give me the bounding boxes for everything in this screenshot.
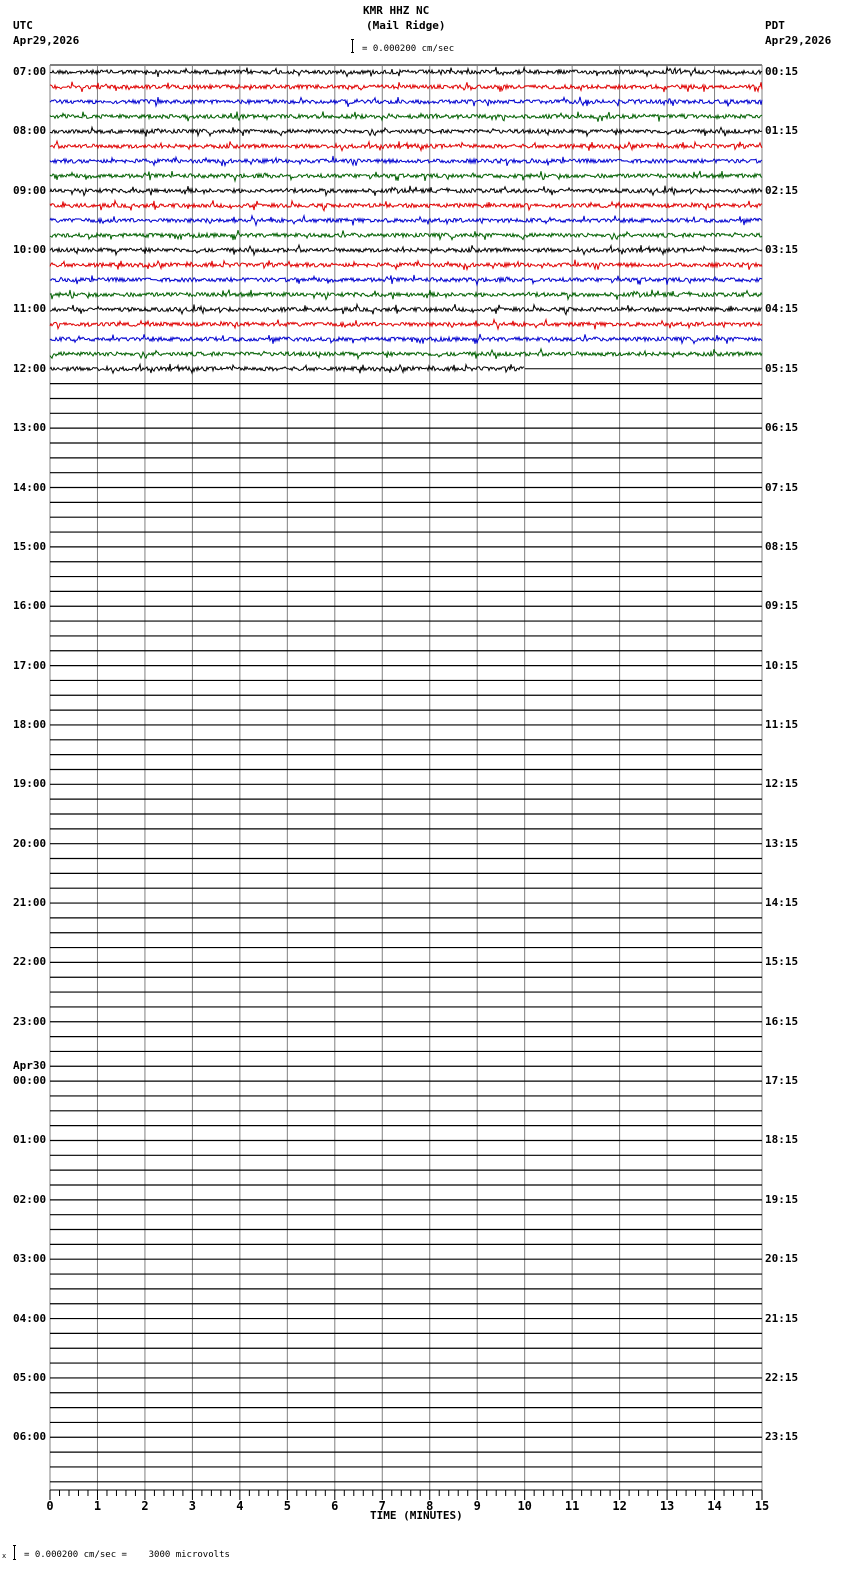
utc-time-label: 09:00 (13, 183, 47, 197)
station-location: (Mail Ridge) (366, 19, 446, 32)
utc-time-label: 21:00 (13, 896, 47, 910)
local-time-label: 21:15 (765, 1311, 799, 1325)
footer-scale-note: = 0.000200 cm/sec = 3000 microvolts (24, 1550, 230, 1560)
svg-text:13: 13 (659, 1499, 675, 1513)
utc-time-label: 06:00 (13, 1430, 47, 1444)
utc-time-label: 14:00 (13, 480, 47, 494)
svg-text:8: 8 (426, 1499, 434, 1513)
utc-time-label: 19:00 (13, 777, 47, 791)
utc-time-label: 01:00 (13, 1133, 47, 1147)
utc-time-label: 02:00 (13, 1192, 47, 1206)
local-time-label: 17:15 (765, 1074, 799, 1088)
utc-time-label: 17:00 (13, 658, 47, 672)
svg-text:3: 3 (188, 1499, 197, 1513)
local-time-label: 05:15 (765, 361, 799, 375)
svg-text:14: 14 (707, 1499, 722, 1513)
scale-prefix: x (2, 1552, 7, 1560)
local-time-label: 23:15 (765, 1430, 799, 1444)
footer-scale-bar-icon (13, 1545, 16, 1560)
utc-time-label: 11:00 (13, 302, 47, 316)
utc-time-label: 23:00 (13, 1014, 47, 1028)
local-time-label: 12:15 (765, 777, 799, 791)
utc-time-label: 18:00 (13, 717, 47, 731)
utc-time-label: 15:00 (13, 539, 47, 553)
local-time-label: 15:15 (765, 955, 799, 969)
utc-time-label: 16:00 (13, 599, 47, 613)
local-time-label: 19:15 (765, 1192, 799, 1206)
svg-text:1: 1 (93, 1499, 102, 1513)
local-time-label: 10:15 (765, 658, 799, 672)
svg-text:11: 11 (564, 1499, 580, 1513)
utc-time-label: 00:00 (13, 1074, 47, 1088)
local-time-label: 22:15 (765, 1370, 799, 1384)
local-time-label: 06:15 (765, 421, 799, 435)
local-time-label: 07:15 (765, 480, 799, 494)
svg-text:6: 6 (331, 1499, 339, 1513)
svg-text:5: 5 (283, 1499, 291, 1513)
utc-time-label: 05:00 (13, 1370, 47, 1384)
station-title: KMR HHZ NC (363, 4, 430, 17)
utc-time-label: 20:00 (13, 836, 47, 850)
left-date: Apr29,2026 (13, 34, 80, 47)
local-time-label: 02:15 (765, 183, 799, 197)
utc-time-label: 03:00 (13, 1252, 47, 1266)
svg-text:0: 0 (46, 1499, 54, 1513)
local-time-label: 09:15 (765, 599, 799, 613)
local-time-label: 00:15 (765, 65, 799, 78)
svg-text:10: 10 (517, 1499, 532, 1513)
local-time-label: 08:15 (765, 539, 799, 553)
utc-time-label: 13:00 (13, 421, 47, 435)
local-time-label: 11:15 (765, 717, 799, 731)
local-time-label: 01:15 (765, 124, 799, 138)
local-time-label: 03:15 (765, 243, 799, 257)
local-time-label: 16:15 (765, 1014, 799, 1028)
svg-text:9: 9 (473, 1499, 481, 1513)
left-timezone: UTC (13, 19, 33, 32)
right-date: Apr29,2026 (765, 34, 832, 47)
utc-time-label: 04:00 (13, 1311, 47, 1325)
utc-time-label: 12:00 (13, 361, 47, 375)
local-time-label: 04:15 (765, 302, 799, 316)
svg-text:2: 2 (141, 1499, 149, 1513)
scale-text: = 0.000200 cm/sec (362, 44, 455, 54)
utc-time-label: 07:00 (13, 65, 47, 78)
svg-text:12: 12 (612, 1499, 627, 1513)
local-time-label: 18:15 (765, 1133, 799, 1147)
right-timezone: PDT (765, 19, 785, 32)
utc-time-label: 22:00 (13, 955, 47, 969)
x-axis-label: TIME (MINUTES) (370, 1509, 463, 1522)
utc-time-label: 10:00 (13, 243, 47, 257)
local-time-label: 20:15 (765, 1252, 799, 1266)
local-time-label: 13:15 (765, 836, 799, 850)
svg-text:7: 7 (378, 1499, 386, 1513)
utc-date-label: Apr30 (13, 1059, 47, 1073)
svg-text:15: 15 (754, 1499, 770, 1513)
local-time-label: 14:15 (765, 896, 799, 910)
utc-time-label: 08:00 (13, 124, 47, 138)
svg-text:4: 4 (236, 1499, 244, 1513)
